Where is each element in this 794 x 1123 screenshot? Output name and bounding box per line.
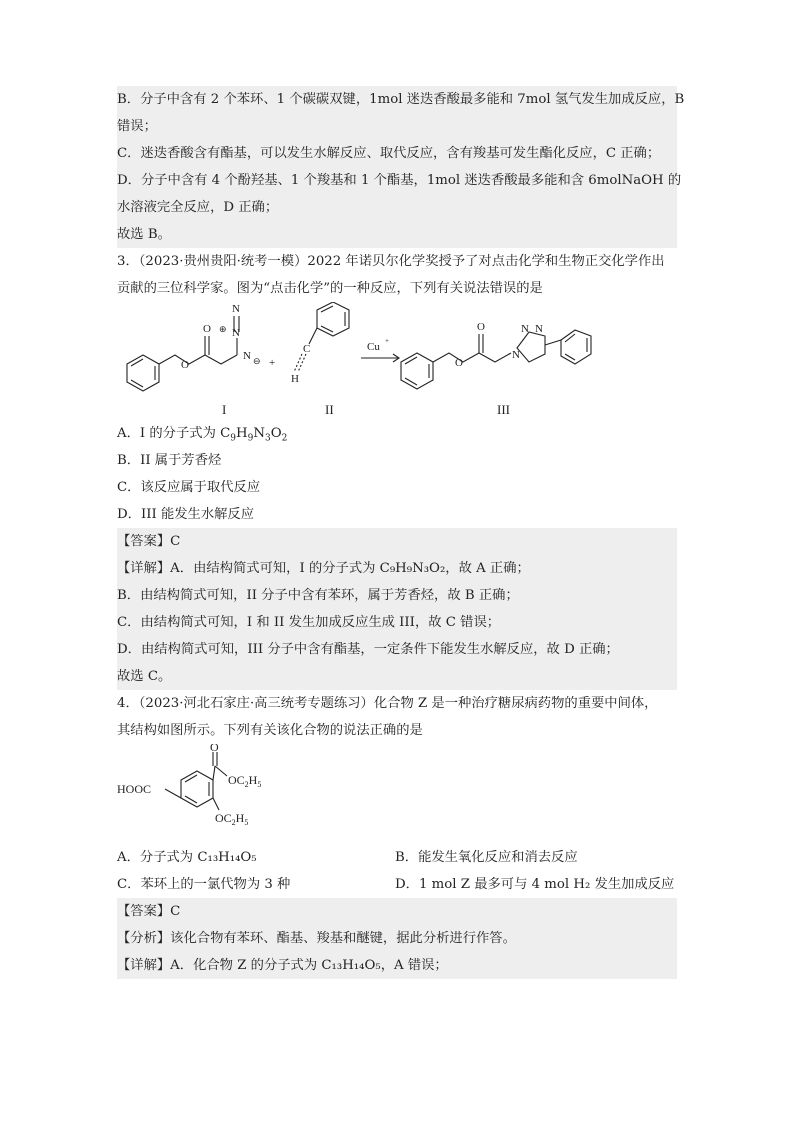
q3-reaction-scheme [117,302,677,420]
compound-z-diagram [117,744,677,844]
q4-stem-cont: 其结构如图所示。下列有关该化合物的说法正确的是 [117,723,423,738]
svg-text:O: O [181,359,189,371]
q4-stem: 4．（2023·河北石家庄·高三统考专题练习）化合物 Z 是一种治疗糖尿病药物的重要中间体， [117,696,658,711]
q4-solution-block [117,898,677,979]
q3-detail-a: 【详解】A．由结构简式可知，I 的分子式为 C₉H₉N₃O₂，故 A 正确； [117,561,530,576]
q2-solution-block [117,86,685,248]
svg-text:N: N [232,303,240,315]
svg-text:N: N [232,327,240,339]
triazole-ring [517,332,545,362]
svg-text:OC2H5: $OC_2H_5$ [228,773,262,789]
benzene-ring-i [127,355,159,391]
q2-option-d-explanation: D．分子中含有 4 个酚羟基、1 个羧基和 1 个酯基，1mol 迷迭香酸最多能和含 6molNaOH 的 [117,173,682,188]
svg-text:+: + [269,357,276,369]
svg-text:OC2H5: $OC_2H_5$ [215,811,249,827]
q4-options-row2 [117,871,677,898]
svg-text:O: O [203,323,211,335]
label-iii: III [497,402,510,417]
reaction-diagram [117,302,677,420]
svg-text:N: N [535,323,543,335]
benzene-ring-ii [317,302,349,336]
q3-option-a: A．I 的分子式为 $C_9H_9N_3O_2$ [117,426,288,444]
q4-option-b: B．能发生氧化反应和消去反应 [395,850,578,865]
benzene-ring-iii [401,353,433,389]
q3-conclusion: 故选 C。 [117,669,172,684]
label-ii: II [325,402,334,417]
catalyst-label: Cu [367,341,380,353]
svg-text:N: N [521,323,529,335]
q3-option-c: C．该反应属于取代反应 [117,480,261,495]
hooc-label: HOOC [117,782,152,796]
q4-option-a: A．分子式为 C₁₃H₁₄O₅ [117,850,257,865]
carbonyl-o-label: O [210,744,219,754]
q4-options-row1 [117,844,677,871]
svg-text:+: + [385,337,389,345]
q4-detail-a: 【详解】A．化合物 Z 的分子式为 C₁₃H₁₄O₅，A 错误； [117,958,448,973]
q3-stem: 3．（2023·贵州贵阳·统考一模）2022 年诺贝尔化学奖授予了对点击化学和生物正交化学作出 [117,254,665,269]
svg-text:O: O [455,357,463,369]
q3-option-b: B．II 属于芳香烃 [117,453,222,468]
svg-text:O: O [477,321,485,333]
q4-analysis: 【分析】该化合物有苯环、酯基、羧基和醚键，据此分析进行作答。 [117,931,516,946]
q4-option-d: D．1 mol Z 最多可与 4 mol H₂ 发生加成反应 [395,877,675,892]
q2-option-c-explanation: C．迷迭香酸含有酯基，可以发生水解反应、取代反应，含有羧基可发生酯化反应，C 正确； [117,146,661,161]
svg-text:C: C [303,343,311,355]
svg-text:⊕: ⊕ [219,324,227,334]
document-page [117,86,685,979]
q4-structure [117,744,677,844]
q3-stem-cont: 贡献的三位科学家。图为“点击化学”的一种反应，下列有关说法错误的是 [117,281,543,296]
q2-option-b-explanation-cont: 错误； [117,119,157,134]
q2-option-d-explanation-cont: 水溶液完全反应，D 正确； [117,200,279,215]
svg-text:N: N [512,349,520,361]
label-i: I [222,402,227,417]
q3-detail-c: C．由结构简式可知，I 和 II 发生加成反应生成 III，故 C 错误； [117,615,501,630]
svg-text:N: N [243,350,251,362]
svg-text:H: H [291,373,299,385]
q3-detail-b: B．由结构简式可知，II 分子中含有苯环，属于芳香烃，故 B 正确； [117,588,519,603]
q3-solution-block [117,528,677,690]
benzene-ring-z [181,771,213,807]
q3-answer: 【答案】C [117,534,181,549]
svg-text:⊖: ⊖ [253,356,261,366]
q3-detail-d: D．由结构简式可知，III 分子中含有酯基，一定条件下能发生水解反应，故 D 正确； [117,642,619,657]
q2-option-b-explanation: B．分子中含有 2 个苯环、1 个碳碳双键，1mol 迷迭香酸最多能和 7mol 氢气发生加成反应，B [117,92,685,107]
q4-option-c: C．苯环上的一氯代物为 3 种 [117,877,291,892]
q3-option-d: D．III 能发生水解反应 [117,507,255,522]
q4-answer: 【答案】C [117,904,181,919]
q2-conclusion: 故选 B。 [117,227,171,242]
